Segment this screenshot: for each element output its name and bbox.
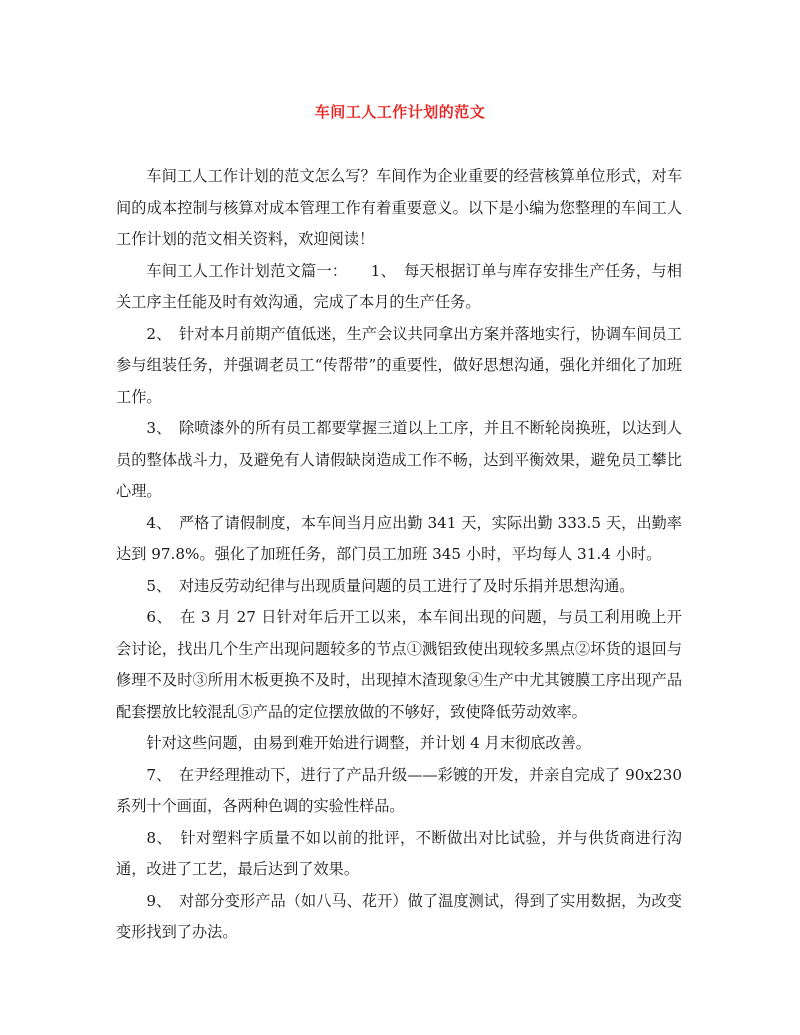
paragraph-intro: 车间工人工作计划的范文怎么写？车间作为企业重要的经营核算单位形式，对车间的成本控制与核算对成本管理工作有着重要意义。以下是小编为您整理的车间工人工作计划的范文相关资料，欢迎阅读！ xyxy=(116,167,682,248)
paragraph-item-7: 7、 在尹经理推动下，进行了产品升级——彩镀的开发，并亲自完成了 90x230 系列十个画面，各两种色调的实验性样品。 xyxy=(116,765,682,815)
paragraph-item-1: 车间工人工作计划范文篇一： 1、 每天根据订单与库存安排生产任务，与相关工序主任能及时有效沟通，完成了本月的生产任务。 xyxy=(116,261,682,311)
paragraph-item-3: 3、 除喷漆外的所有员工都要掌握三道以上工序，并且不断轮岗换班，以达到人员的整体战斗力，及避免有人请假缺岗造成工作不畅，达到平衡效果，避免员工攀比心理。 xyxy=(116,419,682,500)
paragraph-item-8: 8、 针对塑料字质量不如以前的批评，不断做出对比试验，并与供货商进行沟通，改进了工艺，最后达到了效果。 xyxy=(116,828,682,878)
document-title: 车间工人工作计划的范文 xyxy=(314,103,486,121)
paragraph-item-2: 2、 针对本月前期产值低迷，生产会议共同拿出方案并落地实行，协调车间员工参与组装任务，并强调老员工“传帮带”的重要性，做好思想沟通，强化并细化了加班工作。 xyxy=(116,324,682,406)
document-body xyxy=(116,161,682,949)
paragraph-item-4: 4、 严格了请假制度，本车间当月应出勤 341 天，实际出勤 333.5 天，出勤率达到 97.8%。强化了加班任务，部门员工加班 345 小时，平均每人 31.4 小时。 xyxy=(116,513,682,563)
paragraph-item-9: 9、 对部分变形产品（如八马、花开）做了温度测试，得到了实用数据，为改变变形找到了办法。 xyxy=(116,891,682,941)
paragraph-item-5: 5、 对违反劳动纪律与出现质量问题的员工进行了及时乐捐并思想沟通。 xyxy=(146,576,635,595)
paragraph-item-6: 6、 在 3 月 27 日针对年后开工以来，本车间出现的问题，与员工利用晚上开会讨论，找出几个生产出现问题较多的节点①溅铝致使出现较多黑点②坏货的退回与修理不及时③所用木板更换不及时，出现掉木渣现象④生产中尤其镀膜工序出现产品配套摆放比较混乱⑤产品的定位摆放做的不够好，致使降低劳动效率。 xyxy=(116,608,682,721)
paragraph-followup: 针对这些问题，由易到难开始进行调整，并计划 4 月末彻底改善。 xyxy=(146,734,591,752)
